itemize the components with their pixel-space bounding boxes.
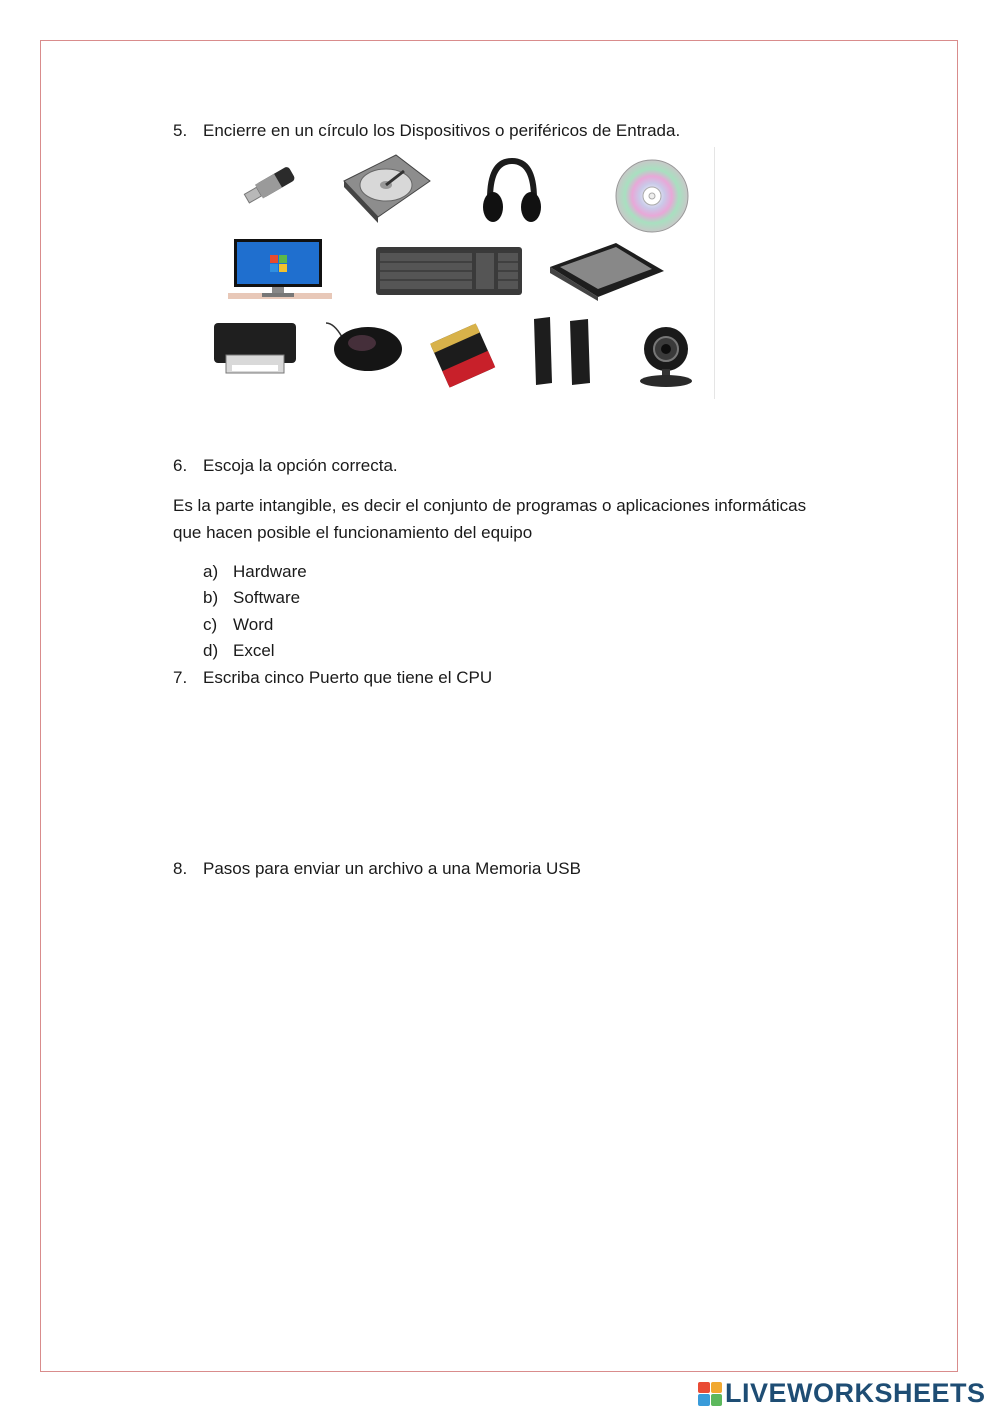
webcam-icon[interactable] [634, 323, 698, 389]
devices-image [200, 147, 715, 399]
option-text: Word [233, 615, 274, 634]
option-a[interactable] [203, 562, 307, 582]
printer-icon[interactable] [210, 317, 300, 379]
headphones-icon[interactable] [480, 155, 544, 227]
keyboard-icon[interactable] [374, 245, 524, 297]
option-letter: b) [203, 588, 219, 607]
hard-disk-drive-icon[interactable] [334, 151, 434, 225]
option-text: Software [233, 588, 301, 607]
question-number: 5. [173, 121, 188, 140]
question-8 [173, 859, 581, 879]
question-6-description [173, 492, 873, 546]
scanner-icon[interactable] [546, 239, 668, 303]
question-text: Pasos para enviar un archivo a una Memoria USB [203, 859, 581, 878]
option-letter: d) [203, 641, 219, 660]
question-5 [173, 121, 680, 141]
question-number: 7. [173, 668, 188, 687]
usb-flash-drive-icon[interactable] [234, 159, 304, 214]
liveworksheets-logo [698, 1378, 986, 1409]
question-6 [173, 456, 398, 476]
mouse-icon[interactable] [322, 317, 404, 375]
option-text: Hardware [233, 562, 307, 581]
option-text: Excel [233, 641, 275, 660]
monitor-icon[interactable] [226, 237, 334, 301]
question-7 [173, 668, 492, 688]
option-c[interactable] [203, 615, 273, 635]
question-text: Encierre en un círculo los Dispositivos o periféricos de Entrada. [203, 121, 681, 140]
question-number: 6. [173, 456, 188, 475]
question-text: Escriba cinco Puerto que tiene el CPU [203, 668, 493, 687]
description-line-1: Es la parte intangible, es decir el conjunto de programas o aplicaciones informáticas [173, 496, 807, 515]
option-letter: c) [203, 615, 218, 634]
question-number: 8. [173, 859, 188, 878]
sd-card-icon[interactable] [426, 321, 502, 391]
speakers-icon[interactable] [530, 315, 604, 389]
description-line-2: que hacen posible el funcionamiento del equipo [173, 523, 533, 542]
cd-disc-icon[interactable] [612, 159, 692, 233]
question-text: Escoja la opción correcta. [203, 456, 398, 475]
logo-mark-icon [698, 1382, 722, 1406]
option-d[interactable] [203, 641, 275, 661]
logo-text: LIVEWORKSHEETS [725, 1378, 986, 1408]
option-b[interactable] [203, 588, 300, 608]
option-letter: a) [203, 562, 219, 581]
